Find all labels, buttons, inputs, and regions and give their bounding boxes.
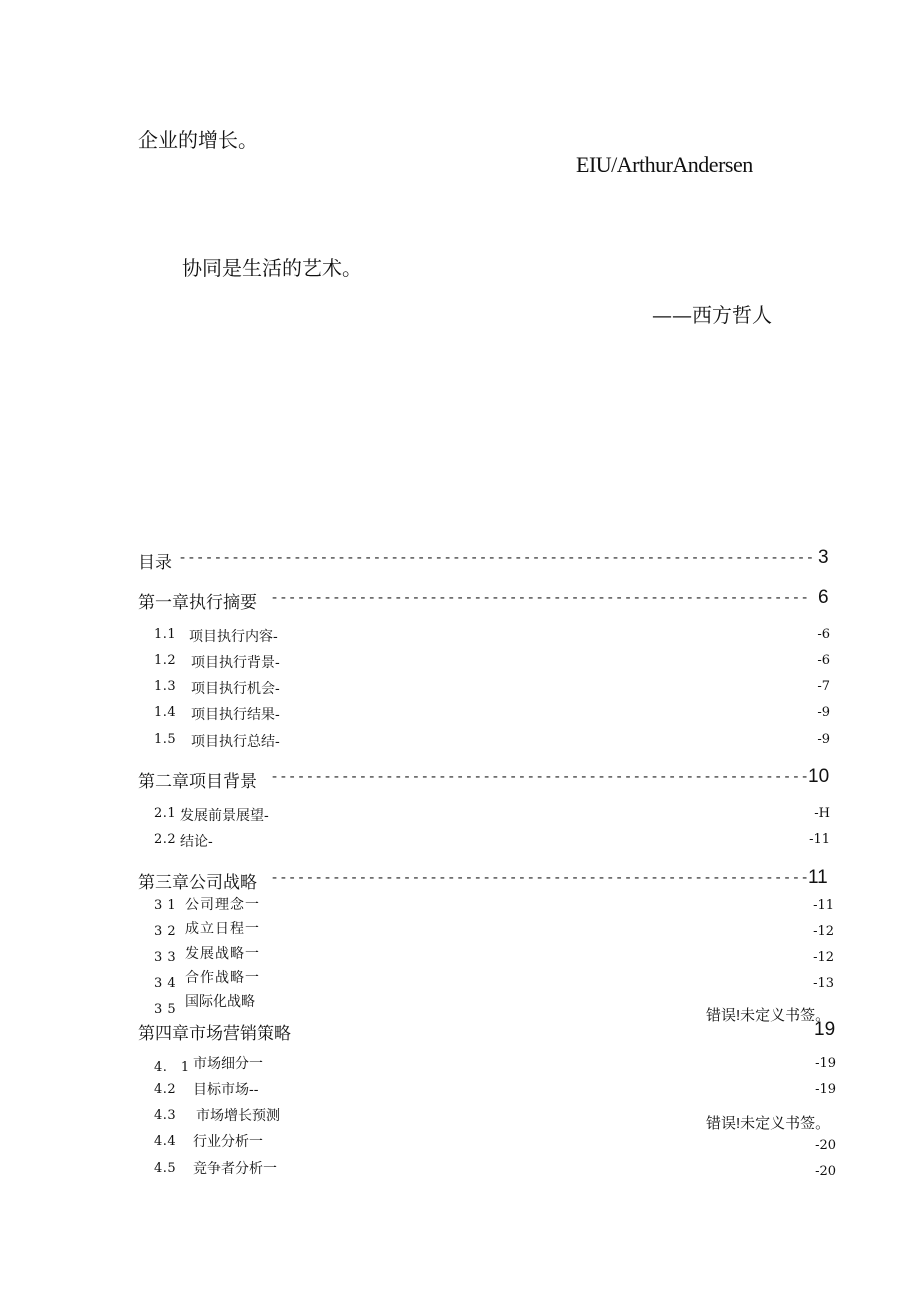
toc-chapter-3-leader: - - - - - - - - - - - - - - - - - - - - - - - - - - - - - - - - - - - - - - - - - - - - - - - - - - - - - - - - - - - - - [272,868,807,886]
toc-item-1-3-page: -7 [817,679,830,694]
quote-1-text: 企业的增长。 [138,128,258,152]
toc-title-page: 3 [818,547,829,568]
toc-item-2-1-page: -H [814,806,830,821]
toc-item-3-2-page: -12 [813,924,834,939]
toc-item-4-5-label[interactable]: 竞争者分析一 [193,1161,277,1177]
toc-item-3-5-page: 错误!未定义书签。 [706,1007,831,1024]
toc-item-4-5-page: -20 [815,1164,836,1179]
toc-chapter-2-title[interactable]: 第二章项目背景 [138,772,257,792]
toc-item-1-3-num: 1.3 [154,679,177,694]
toc-item-2-2-num: 2.2 [154,832,177,847]
toc-chapter-1-title[interactable]: 第一章执行摘要 [138,593,257,613]
toc-item-1-5-label[interactable]: 项目执行总结- [191,734,280,750]
toc-item-3-1-label[interactable]: 公司理念一 [185,897,260,913]
toc-item-3-5-label[interactable]: 国际化战略 [185,994,255,1010]
toc-title-leader: - - - - - - - - - - - - - - - - - - - - - - - - - - - - - - - - - - - - - - - - - - - - - - - - - - - - - - - - - - - - - - - - - - - - - - - - [180,548,812,566]
toc-item-4-1-label[interactable]: 市场细分一 [193,1056,263,1072]
toc-item-4-1-num: 4. 1 [154,1060,190,1075]
toc-chapter-3-title[interactable]: 第三章公司战略 [138,873,257,893]
toc-item-1-5-page: -9 [817,732,830,747]
toc-chapter-2-page: 10 [808,766,830,787]
toc-chapter-4-page: 19 [814,1019,836,1040]
toc-item-4-1-page: -19 [815,1056,836,1071]
toc-item-2-1-num: 2.1 [154,806,177,821]
toc-item-4-4-num: 4.4 [154,1134,177,1149]
toc-item-4-3-label[interactable]: 市场增长预测 [196,1108,280,1124]
toc-chapter-2-leader: - - - - - - - - - - - - - - - - - - - - - - - - - - - - - - - - - - - - - - - - - - - - - - - - - - - - - - - - - - - - - [272,767,807,785]
quote-2-text: 协同是生活的艺术。 [182,256,362,280]
toc-item-1-2-num: 1.2 [154,653,177,668]
toc-item-4-4-page: -20 [815,1138,836,1153]
toc-title[interactable]: 目录 [138,553,172,573]
toc-item-2-2-page: -11 [809,832,830,847]
toc-chapter-3-page: 11 [808,867,828,888]
toc-item-4-2-page: -19 [815,1082,836,1097]
quote-1-author: EIU/ArthurAndersen [576,152,753,177]
toc-item-4-5-num: 4.5 [154,1161,177,1176]
toc-item-3-4-label[interactable]: 合作战略一 [185,970,260,986]
toc-item-2-1-label[interactable]: 发展前景展望- [180,808,269,824]
toc-item-3-3-num: 3 3 [154,950,177,965]
toc-item-3-2-num: 3 2 [154,924,177,939]
toc-item-1-4-label[interactable]: 项目执行结果- [191,707,280,723]
toc-item-1-2-page: -6 [817,653,830,668]
toc-item-1-1-page: -6 [817,627,830,642]
toc-item-3-2-label[interactable]: 成立日程一 [185,921,260,937]
toc-item-2-2-label[interactable]: 结论- [180,834,213,850]
toc-chapter-1-page: 6 [818,587,829,608]
toc-item-4-3-num: 4.3 [154,1108,177,1123]
toc-item-3-4-page: -13 [813,976,834,991]
toc-item-1-4-num: 1.4 [154,705,177,720]
toc-item-1-1-num: 1.1 [154,627,177,642]
toc-item-3-4-num: 3 4 [154,976,177,991]
toc-item-4-3-page: 错误!未定义书签。 [706,1115,831,1132]
toc-chapter-1-leader: - - - - - - - - - - - - - - - - - - - - - - - - - - - - - - - - - - - - - - - - - - - - - - - - - - - - - - - - - - - - - [272,588,807,606]
toc-item-4-4-label[interactable]: 行业分析一 [193,1134,263,1150]
toc-item-3-1-page: -11 [813,898,834,913]
toc-item-1-4-page: -9 [817,705,830,720]
quote-2-author: ——西方哲人 [652,303,772,327]
toc-item-4-2-label[interactable]: 目标市场-- [193,1082,259,1098]
toc-item-1-1-label[interactable]: 项目执行内容- [189,629,278,645]
toc-item-1-2-label[interactable]: 项目执行背景- [191,655,280,671]
toc-item-1-3-label[interactable]: 项目执行机会- [191,681,280,697]
toc-chapter-4-title[interactable]: 第四章市场营销策略 [138,1019,291,1044]
toc-item-3-3-label[interactable]: 发展战略一 [185,946,260,962]
toc-item-3-5-num: 3 5 [154,1002,177,1017]
toc-item-1-5-num: 1.5 [154,732,177,747]
toc-item-3-1-num: 3 1 [154,898,177,913]
toc-item-3-3-page: -12 [813,950,834,965]
toc-item-4-2-num: 4.2 [154,1082,177,1097]
